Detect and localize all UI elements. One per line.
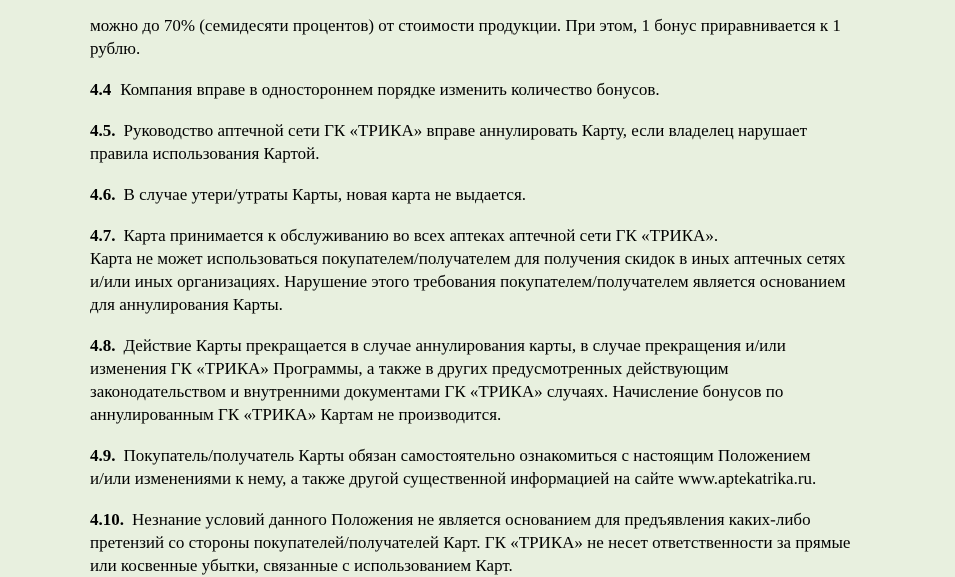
clause-4-9 xyxy=(90,444,915,490)
clause-4-6 xyxy=(90,183,915,206)
clause-text: В случае утери/утраты Карты, новая карта не выдается. xyxy=(123,185,527,204)
paragraph-gap xyxy=(90,60,915,78)
intro-paragraph: можно до 70% (семидесяти процентов) от стоимости продукции. При этом, 1 бонус приравнивается к 1 рублю. xyxy=(90,16,841,58)
paragraph-gap xyxy=(90,101,915,119)
clause-4-4 xyxy=(90,78,915,101)
paragraph-gap xyxy=(90,316,915,334)
clause-text: Покупатель/получатель Карты обязан самостоятельно ознакомиться с настоящим Положением и/или изменениями к нему, а также другой существенной информацией на сайте www.aptekatrika.ru. xyxy=(90,446,817,488)
clause-number: 4.8. xyxy=(90,336,116,355)
clause-4-10 xyxy=(90,508,915,577)
clause-number: 4.4 xyxy=(90,80,112,99)
clause-number: 4.5. xyxy=(90,121,116,140)
paragraph-gap xyxy=(90,206,915,224)
clause-text: Незнание условий данного Положения не является основанием для предъявления каких-либо претензий со стороны покупателей/получателей Карт. ГК «ТРИКА» не несет ответственности за прямые или косвенные убытки, связанные с использованием Карт. xyxy=(90,510,851,575)
clause-4-5 xyxy=(90,119,915,165)
clause-number: 4.7. xyxy=(90,226,116,245)
paragraph-gap xyxy=(90,165,915,183)
clause-number: 4.6. xyxy=(90,185,116,204)
clause-number: 4.10. xyxy=(90,510,124,529)
clause-4-7 xyxy=(90,224,915,316)
clause-text: Руководство аптечной сети ГК «ТРИКА» вправе аннулировать Карту, если владелец нарушает правила использования Картой. xyxy=(90,121,808,163)
clause-text: Компания вправе в одностороннем порядке изменить количество бонусов. xyxy=(120,80,660,99)
clause-number: 4.9. xyxy=(90,446,116,465)
paragraph-gap xyxy=(90,490,915,508)
paragraph-gap xyxy=(90,426,915,444)
clause-4-8 xyxy=(90,334,915,426)
clause-text: Карта принимается к обслуживанию во всех аптеках аптечной сети ГК «ТРИКА». Карта не может использоваться покупателем/получателем для получения скидок в иных аптечных сетях и/или иных организациях. Нарушение этого требования покупателем/получателем является основанием для аннулирования Карты. xyxy=(90,226,846,314)
clause-text: Действие Карты прекращается в случае аннулирования карты, в случае прекращения и/или изменения ГК «ТРИКА» Программы, а также в других предусмотренных действующим законодательством и внутренними документами ГК «ТРИКА» случаях. Начисление бонусов по аннулированным ГК «ТРИКА» Картам не производится. xyxy=(90,336,786,424)
